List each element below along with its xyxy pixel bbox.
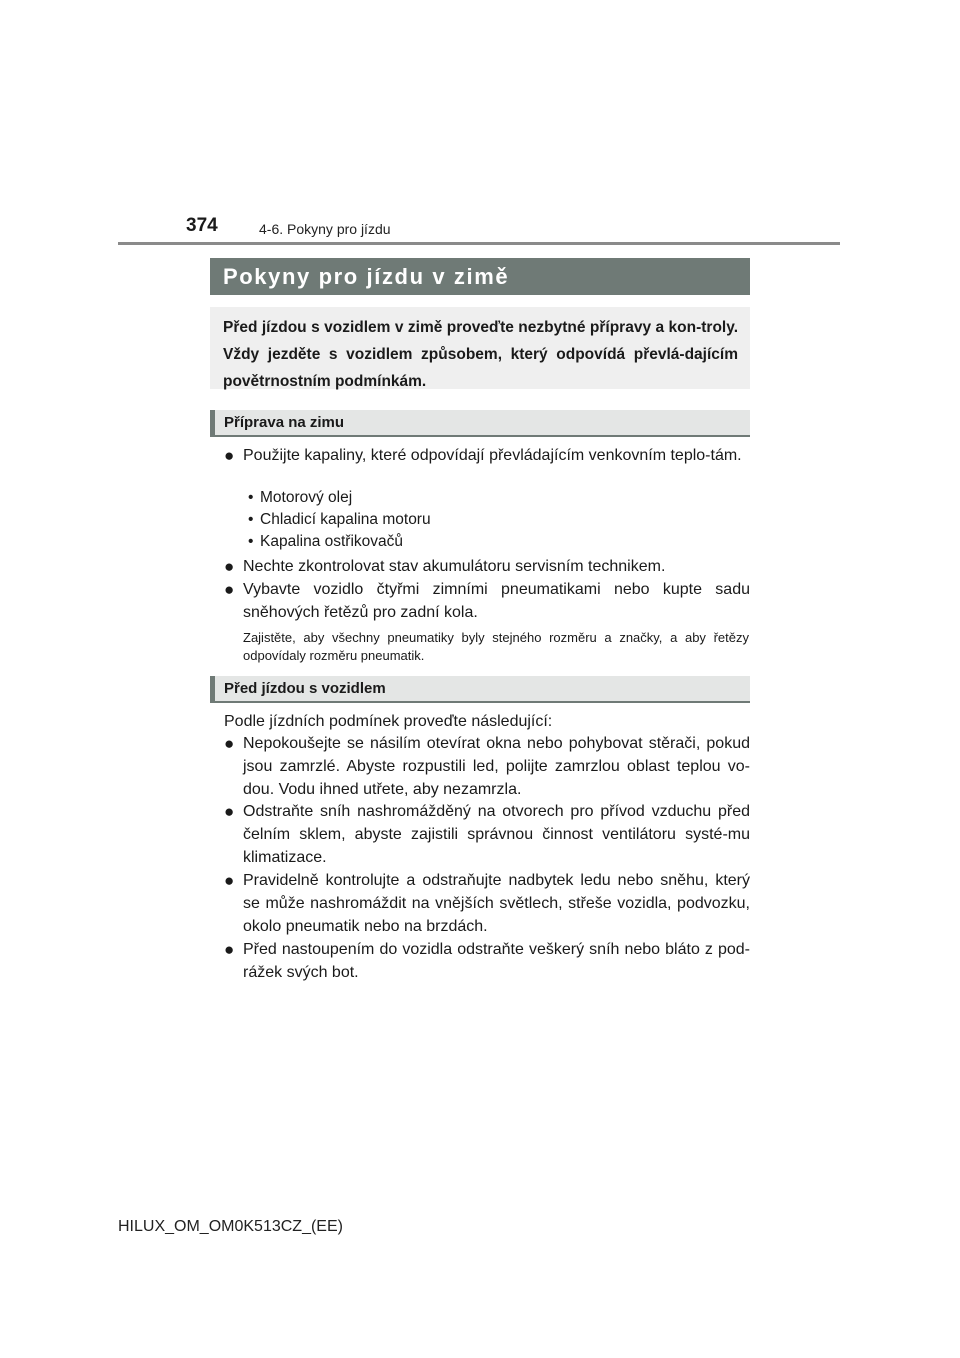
list-item <box>224 444 750 467</box>
section-reference: 4-6. Pokyny pro jízdu <box>259 221 391 237</box>
sub-list-item-text: Kapalina ostřikovačů <box>260 533 404 550</box>
list-item <box>224 800 750 869</box>
list-item-text: Vybavte vozidlo čtyřmi zimními pneumatikami nebo kupte sadu sněhových řetězů pro zadní kola. <box>243 581 750 621</box>
sub-list-item <box>248 531 728 553</box>
sub-list-item <box>248 509 728 531</box>
list-item-text: Před nastoupením do vozidla odstraňte veškerý sníh nebo bláto z pod-rážek svých bot. <box>243 941 750 981</box>
list-item <box>224 869 750 938</box>
list-item <box>224 732 750 801</box>
sub-bullet-icon: • <box>248 533 254 550</box>
page-number: 374 <box>186 215 218 236</box>
page-title: Pokyny pro jízdu v zimě <box>210 258 750 295</box>
intro-box: Před jízdou s vozidlem v zimě proveďte nezbytné přípravy a kon-troly. Vždy jezděte s vozidlem způsobem, který odpovídá převlá-dajícím povětrnostním podmínkám. <box>210 307 750 389</box>
bullet-icon: ● <box>224 446 235 465</box>
list-item <box>224 578 750 624</box>
section-heading-winter-prep: Příprava na zimu <box>210 410 750 437</box>
list-item-text: Odstraňte sníh nashromážděný na otvorech pro přívod vzduchu před čelním sklem, abyste zajistili správnou činnost ventilátoru systé-mu klimatizace. <box>243 803 750 866</box>
sub-list-item-text: Chladicí kapalina motoru <box>260 511 431 528</box>
sub-bullet-icon: • <box>248 511 254 528</box>
bullet-icon: ● <box>224 802 235 821</box>
sub-list-item-text: Motorový olej <box>260 489 353 506</box>
list-item-text: Nepokoušejte se násilím otevírat okna nebo pohybovat stěrači, pokud jsou zamrzlé. Abyste rozpustili led, polijte zamrzlou oblast teplou vo-dou. Vodu ihned utřete, aby nezamrzla. <box>243 735 750 798</box>
tire-note: Zajistěte, aby všechny pneumatiky byly stejného rozměru a značky, a aby řetězy odpovídaly rozměru pneumatik. <box>243 630 749 663</box>
section-heading-before-driving: Před jízdou s vozidlem <box>210 676 750 703</box>
list-item-text: Pravidelně kontrolujte a odstraňujte nadbytek ledu nebo sněhu, který se může nashromáždit na vnějších světlech, střeše vozidla, podvozku, okolo pneumatik nebo na brzdách. <box>243 872 750 935</box>
header-rule <box>118 242 840 245</box>
bullet-icon: ● <box>224 580 235 599</box>
bullet-icon: ● <box>224 734 235 753</box>
list-item-text: Nechte zkontrolovat stav akumulátoru servisním technikem. <box>243 558 666 575</box>
lead-text: Podle jízdních podmínek proveďte následující: <box>224 713 553 730</box>
footer-document-code: HILUX_OM_OM0K513CZ_(EE) <box>118 1218 343 1235</box>
fluid-sub-list <box>248 487 728 553</box>
sub-list-item <box>248 487 728 509</box>
list-item-text: Použijte kapaliny, které odpovídají převládajícím venkovním teplo-tám. <box>243 447 742 464</box>
list-item <box>224 938 750 984</box>
list-item <box>224 555 750 578</box>
bullet-icon: ● <box>224 940 235 959</box>
sub-bullet-icon: • <box>248 489 254 506</box>
bullet-icon: ● <box>224 871 235 890</box>
bullet-icon: ● <box>224 557 235 576</box>
